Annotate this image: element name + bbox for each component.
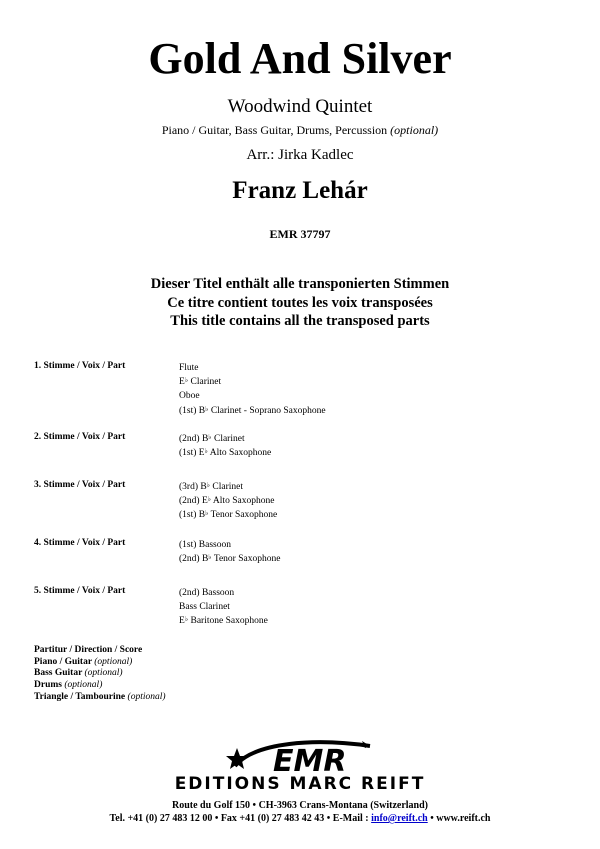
instrument-line (179, 599, 268, 613)
extra-parts-list (34, 645, 166, 704)
extra-part-optional: (optional) (64, 680, 103, 691)
instrument-prefix: E (179, 377, 185, 388)
catalog-number: EMR 37797 (269, 227, 331, 241)
instrument-prefix: (1st) B (179, 405, 206, 416)
instrument-prefix: (2nd) B (179, 434, 209, 444)
publisher-contact (0, 813, 600, 825)
composer: Franz Lehár (232, 177, 368, 204)
instrument-line (179, 613, 268, 627)
instrument-line (179, 374, 326, 388)
instrument-line (179, 537, 280, 551)
part-instruments (179, 479, 277, 522)
extra-part-optional: (optional) (94, 656, 133, 667)
instrument-line (179, 507, 277, 521)
instrument-prefix: (1st) B (179, 510, 206, 521)
extra-part-name: Piano / Guitar (34, 656, 95, 667)
instrument-name: Oboe (179, 391, 200, 402)
extra-part-optional: (optional) (127, 691, 166, 702)
instrumentation (0, 123, 600, 137)
instrument-prefix: (2nd) E (179, 496, 208, 507)
part-label: 1. Stimme / Voix / Part (34, 361, 126, 371)
instrument-name: Flute (179, 363, 199, 373)
logo-text: EMR (273, 744, 347, 779)
instrument-name: Clarinet (211, 434, 245, 444)
instrument-line (179, 403, 326, 417)
transposition-notice (0, 275, 600, 331)
part-instruments (179, 431, 271, 459)
flat-sign: ♭ (205, 404, 209, 413)
instrument-name: Clarinet - Soprano Saxophone (208, 405, 326, 416)
notice-french: Ce titre contient toutes les voix transposées (167, 294, 433, 311)
email-link[interactable]: info@reift.ch (371, 813, 428, 824)
instrument-name: Clarinet (210, 482, 243, 492)
instrument-line (179, 445, 271, 459)
instrument-line (179, 388, 326, 402)
flat-sign: ♭ (208, 553, 212, 562)
instrument-prefix: (1st) E (179, 448, 205, 459)
extra-part (34, 692, 166, 704)
instrument-prefix: (2nd) Bassoon (179, 588, 235, 598)
instrument-line (179, 493, 277, 507)
instrument-prefix: (3rd) B (179, 482, 207, 492)
instrument-name: Tenor Saxophone (208, 510, 278, 521)
flat-sign: ♭ (184, 376, 189, 385)
notice-english: This title contains all the transposed parts (170, 313, 430, 329)
instrument-prefix: (1st) Bassoon (179, 540, 231, 550)
instrument-name: Tenor Saxophone (211, 554, 281, 565)
instrument-name: Baritone Saxophone (188, 616, 268, 627)
subtitle: Woodwind Quintet (227, 96, 373, 117)
extra-part (34, 668, 166, 680)
instrument-line (179, 551, 280, 565)
flat-sign: ♭ (206, 481, 211, 489)
instrument-line (179, 360, 326, 374)
extra-part (34, 657, 166, 669)
flat-sign: ♭ (207, 495, 212, 504)
instrument-line (179, 479, 277, 493)
extra-part-name: Drums (34, 680, 65, 691)
flat-sign: ♭ (208, 433, 212, 441)
extra-part-name: Triangle / Tambourine (34, 691, 128, 702)
part-label: 3. Stimme / Voix / Part (34, 480, 126, 490)
flat-sign: ♭ (205, 509, 209, 518)
instrument-name: Clarinet (188, 377, 222, 388)
extra-part (34, 680, 166, 692)
flat-sign: ♭ (204, 447, 208, 456)
page-title: Gold And Silver (148, 34, 452, 83)
instrumentation-main: Piano / Guitar, Bass Guitar, Drums, Percussion (161, 123, 388, 137)
extra-part-name: Partitur / Direction / Score (34, 645, 143, 655)
contact-website[interactable]: • www.reift.ch (427, 813, 491, 824)
instrument-line (179, 431, 271, 445)
instrument-prefix: E (179, 616, 185, 627)
part-instruments (179, 537, 280, 565)
instrument-name: Alto Saxophone (207, 448, 272, 459)
part-label: 5. Stimme / Voix / Part (34, 586, 126, 596)
part-label: 4. Stimme / Voix / Part (34, 538, 126, 548)
part-label: 2. Stimme / Voix / Part (34, 432, 126, 442)
part-instruments (179, 360, 326, 417)
instrument-prefix: Bass Clarinet (179, 602, 230, 613)
instrument-name: Alto Saxophone (211, 496, 275, 507)
flat-sign: ♭ (184, 615, 189, 624)
arranger: Arr.: Jirka Kadlec (246, 147, 354, 163)
publisher-name: EDITIONS MARC REIFT (174, 774, 426, 794)
instrumentation-optional: (optional) (390, 123, 439, 137)
extra-part-name: Bass Guitar (34, 668, 85, 679)
part-instruments (179, 585, 268, 628)
publisher-address: Route du Golf 150 • CH-3963 Crans-Montana (Switzerland) (172, 800, 428, 811)
extra-part (34, 645, 166, 657)
instrument-prefix: (2nd) B (179, 554, 209, 565)
instrument-line (179, 585, 268, 599)
contact-phone-fax: Tel. +41 (0) 27 483 12 00 • Fax +41 (0) 27 483 42 43 • E-Mail : (109, 813, 372, 824)
extra-part-optional: (optional) (84, 668, 123, 679)
notice-german: Dieser Titel enthält alle transponierten Stimmen (150, 276, 450, 292)
